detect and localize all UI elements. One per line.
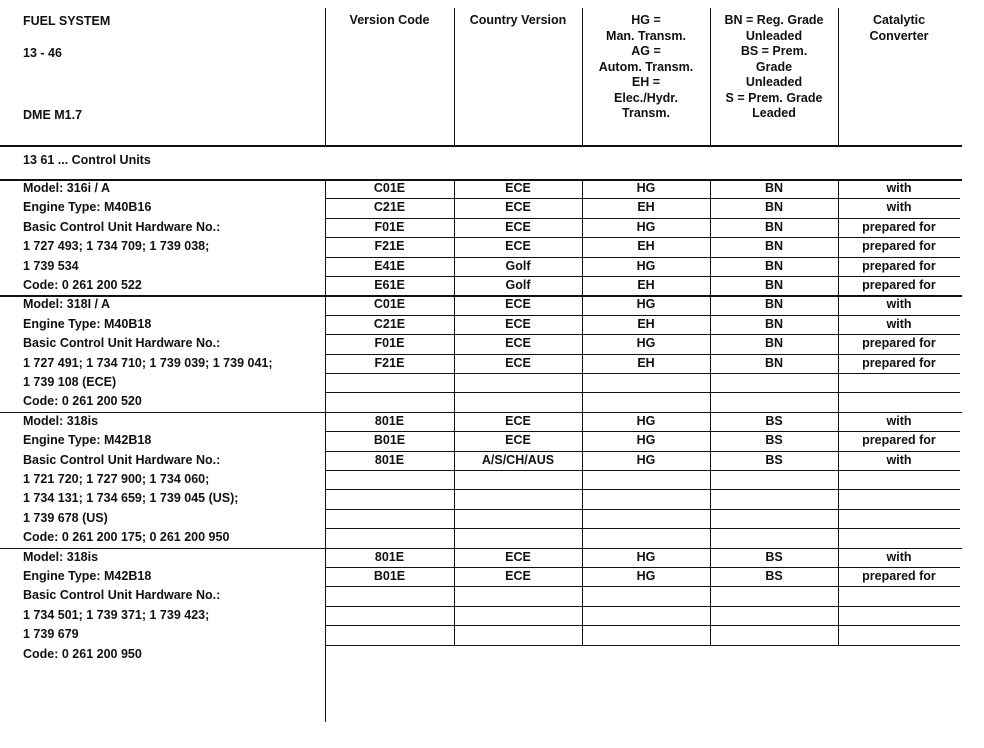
row-rule [325,198,960,199]
column-header-line: BN = Reg. Grade [724,13,824,27]
model-info-line: Code: 0 261 200 522 [23,278,142,292]
model-info-line: Engine Type: M42B18 [23,569,152,583]
cell-fuel-grade: BN [764,181,784,195]
row-rule [325,334,960,335]
column-header-line: Grade [755,59,793,74]
cell-fuel-grade: BS [765,433,783,448]
cell-country-version: Golf [505,258,531,273]
column-divider [710,412,711,548]
cell-country-version: ECE [505,413,531,428]
column-divider [838,295,839,411]
model-info-line: Basic Control Unit Hardware No.: [23,588,221,603]
cell-transmission: EH [637,278,655,292]
cell-catalytic-converter: prepared for [862,258,936,273]
row-rule [325,373,960,374]
column-header-transmission [582,13,710,122]
column-header-line: HG = [631,13,661,27]
row-rule [325,354,960,355]
model-info-line: 1 734 131; 1 734 659; 1 739 045 (US); [23,491,239,506]
row-rule [325,431,960,432]
column-header-fuel-grade [710,13,838,122]
cell-catalytic-converter: with [886,200,912,215]
cell-version-code: F01E [374,336,405,351]
cell-transmission: HG [636,569,656,583]
section-title: 13 61 ... Control Units [23,153,151,167]
column-header-line: Elec./Hydr. [614,90,678,105]
model-info-line: 1 734 501; 1 739 371; 1 739 423; [23,607,210,622]
row-rule [325,567,960,568]
row-rule [325,218,960,219]
model-info-line: Model: 318is [23,413,99,428]
model-info-line: Basic Control Unit Hardware No.: [23,219,221,234]
cell-country-version: A/S/CH/AUS [481,452,555,467]
column-header-line: EH = [631,75,661,89]
model-info-line: 1 727 493; 1 734 709; 1 739 038; [23,239,210,254]
model-info-line: Basic Control Unit Hardware No.: [23,336,221,351]
model-info-line: Code: 0 261 200 950 [23,646,142,661]
row-rule [325,489,960,490]
cell-version-code: E61E [374,278,405,292]
cell-version-code: C01E [373,181,406,195]
cell-fuel-grade: BS [765,569,783,583]
system-name: DME M1.7 [23,108,83,122]
cell-version-code: B01E [373,433,406,448]
column-header-line: Unleaded [745,28,803,43]
cell-catalytic-converter: with [886,297,912,312]
cell-country-version: ECE [505,316,531,331]
model-info-line: 1 727 491; 1 734 710; 1 739 039; 1 739 041; [23,355,273,370]
header-column-divider [454,8,455,145]
model-info-line: Code: 0 261 200 175; 0 261 200 950 [23,530,230,545]
column-header-line: Transm. [622,106,670,120]
cell-version-code: C01E [373,297,406,312]
cell-version-code: E41E [374,258,405,273]
page-reference: 13 - 46 [23,46,62,60]
column-divider [710,179,711,295]
cell-catalytic-converter: prepared for [862,355,936,370]
cell-transmission: EH [637,239,655,254]
column-header-line: Leaded [752,106,796,120]
column-divider [582,295,583,411]
cell-catalytic-converter: with [886,181,912,195]
cell-transmission: HG [636,413,656,428]
cell-transmission: HG [636,433,656,448]
column-header-country-version [454,13,582,29]
info-column-divider [325,179,326,722]
cell-transmission: HG [636,549,656,564]
column-header-line: Version Code [349,13,430,27]
cell-fuel-grade: BN [764,258,784,273]
cell-fuel-grade: BN [764,219,784,234]
cell-country-version: ECE [505,569,531,583]
cell-country-version: ECE [505,219,531,234]
cell-country-version: ECE [505,433,531,448]
model-info-line: 1 739 108 (ECE) [23,375,117,389]
column-header-line: S = Prem. Grade [725,90,823,105]
column-header-line: BS = Prem. [740,44,808,58]
cell-country-version: ECE [505,239,531,254]
cell-catalytic-converter: with [886,452,912,467]
column-divider [454,295,455,411]
column-divider [710,295,711,411]
cell-transmission: EH [637,316,655,331]
row-rule [325,451,960,452]
cell-fuel-grade: BS [765,413,783,428]
row-rule [325,257,960,258]
row-rule [325,276,960,277]
cell-transmission: HG [636,297,656,312]
row-rule [325,392,960,393]
cell-version-code: 801E [374,452,405,467]
column-divider [838,412,839,548]
cell-catalytic-converter: with [886,549,912,564]
row-rule [325,625,960,626]
cell-catalytic-converter: with [886,316,912,331]
column-divider [838,179,839,295]
cell-version-code: C21E [373,316,406,331]
row-rule [325,645,960,646]
cell-fuel-grade: BN [764,239,784,254]
column-divider [454,412,455,548]
model-info-line: Engine Type: M42B18 [23,433,152,448]
cell-country-version: ECE [505,549,531,564]
cell-catalytic-converter: prepared for [862,219,936,234]
column-header-line: Converter [869,28,929,43]
column-divider [582,179,583,295]
cell-country-version: ECE [505,355,531,370]
header-bottom-rule [0,145,962,147]
cell-fuel-grade: BN [764,297,784,312]
cell-version-code: 801E [374,413,405,428]
model-info-line: 1 739 679 [23,627,79,642]
cell-country-version: ECE [505,181,531,195]
model-info-line: Engine Type: M40B18 [23,316,152,331]
column-divider [454,179,455,295]
cell-fuel-grade: BS [765,452,783,467]
cell-country-version: ECE [505,336,531,351]
column-header-line: Autom. Transm. [598,59,694,74]
row-rule [325,315,960,316]
cell-version-code: 801E [374,549,405,564]
cell-catalytic-converter: prepared for [862,336,936,351]
row-rule [325,586,960,587]
cell-fuel-grade: BN [764,355,784,370]
model-info-line: Basic Control Unit Hardware No.: [23,452,221,467]
column-header-line: Catalytic [872,13,926,27]
cell-fuel-grade: BN [764,316,784,331]
row-rule [325,237,960,238]
cell-catalytic-converter: prepared for [862,569,936,583]
model-info-line: Model: 318I / A [23,297,111,312]
model-info-line: Engine Type: M40B16 [23,200,152,215]
cell-transmission: HG [636,181,656,195]
cell-version-code: F01E [374,219,405,234]
row-rule [325,528,960,529]
column-header-line: AG = [631,44,661,58]
model-info-line: 1 739 534 [23,258,79,273]
row-rule [325,470,960,471]
cell-country-version: ECE [505,297,531,312]
column-divider [838,548,839,645]
cell-transmission: HG [636,452,656,467]
column-header-line: Man. Transm. [606,28,686,43]
row-rule [325,606,960,607]
cell-transmission: HG [636,258,656,273]
cell-version-code: F21E [374,239,405,254]
cell-transmission: HG [636,336,656,351]
column-divider [454,548,455,645]
cell-version-code: F21E [374,355,405,370]
model-info-line: Model: 316i / A [23,181,111,195]
model-info-line: Code: 0 261 200 520 [23,394,142,409]
cell-fuel-grade: BN [764,278,784,292]
column-header-catalytic-converter [838,13,960,44]
cell-fuel-grade: BS [765,549,783,564]
cell-country-version: Golf [505,278,531,292]
column-header-line: Country Version [469,13,567,27]
cell-fuel-grade: BN [764,200,784,215]
cell-catalytic-converter: prepared for [862,433,936,448]
cell-catalytic-converter: prepared for [862,239,936,254]
model-info-line: 1 721 720; 1 727 900; 1 734 060; [23,472,210,486]
document-title: FUEL SYSTEM [23,14,111,28]
cell-version-code: C21E [373,200,406,215]
cell-version-code: B01E [373,569,406,583]
model-info-line: 1 739 678 (US) [23,510,108,525]
header-column-divider [325,8,326,145]
column-divider [582,548,583,645]
column-divider [710,548,711,645]
cell-transmission: EH [637,355,655,370]
cell-country-version: ECE [505,200,531,215]
cell-catalytic-converter: prepared for [862,278,936,292]
cell-fuel-grade: BN [764,336,784,351]
column-divider [582,412,583,548]
cell-catalytic-converter: with [886,413,912,428]
row-rule [325,509,960,510]
cell-transmission: EH [637,200,655,215]
cell-transmission: HG [636,219,656,234]
model-info-line: Model: 318is [23,549,99,564]
column-header-line: Unleaded [745,75,803,89]
column-header-version-code [325,13,454,29]
